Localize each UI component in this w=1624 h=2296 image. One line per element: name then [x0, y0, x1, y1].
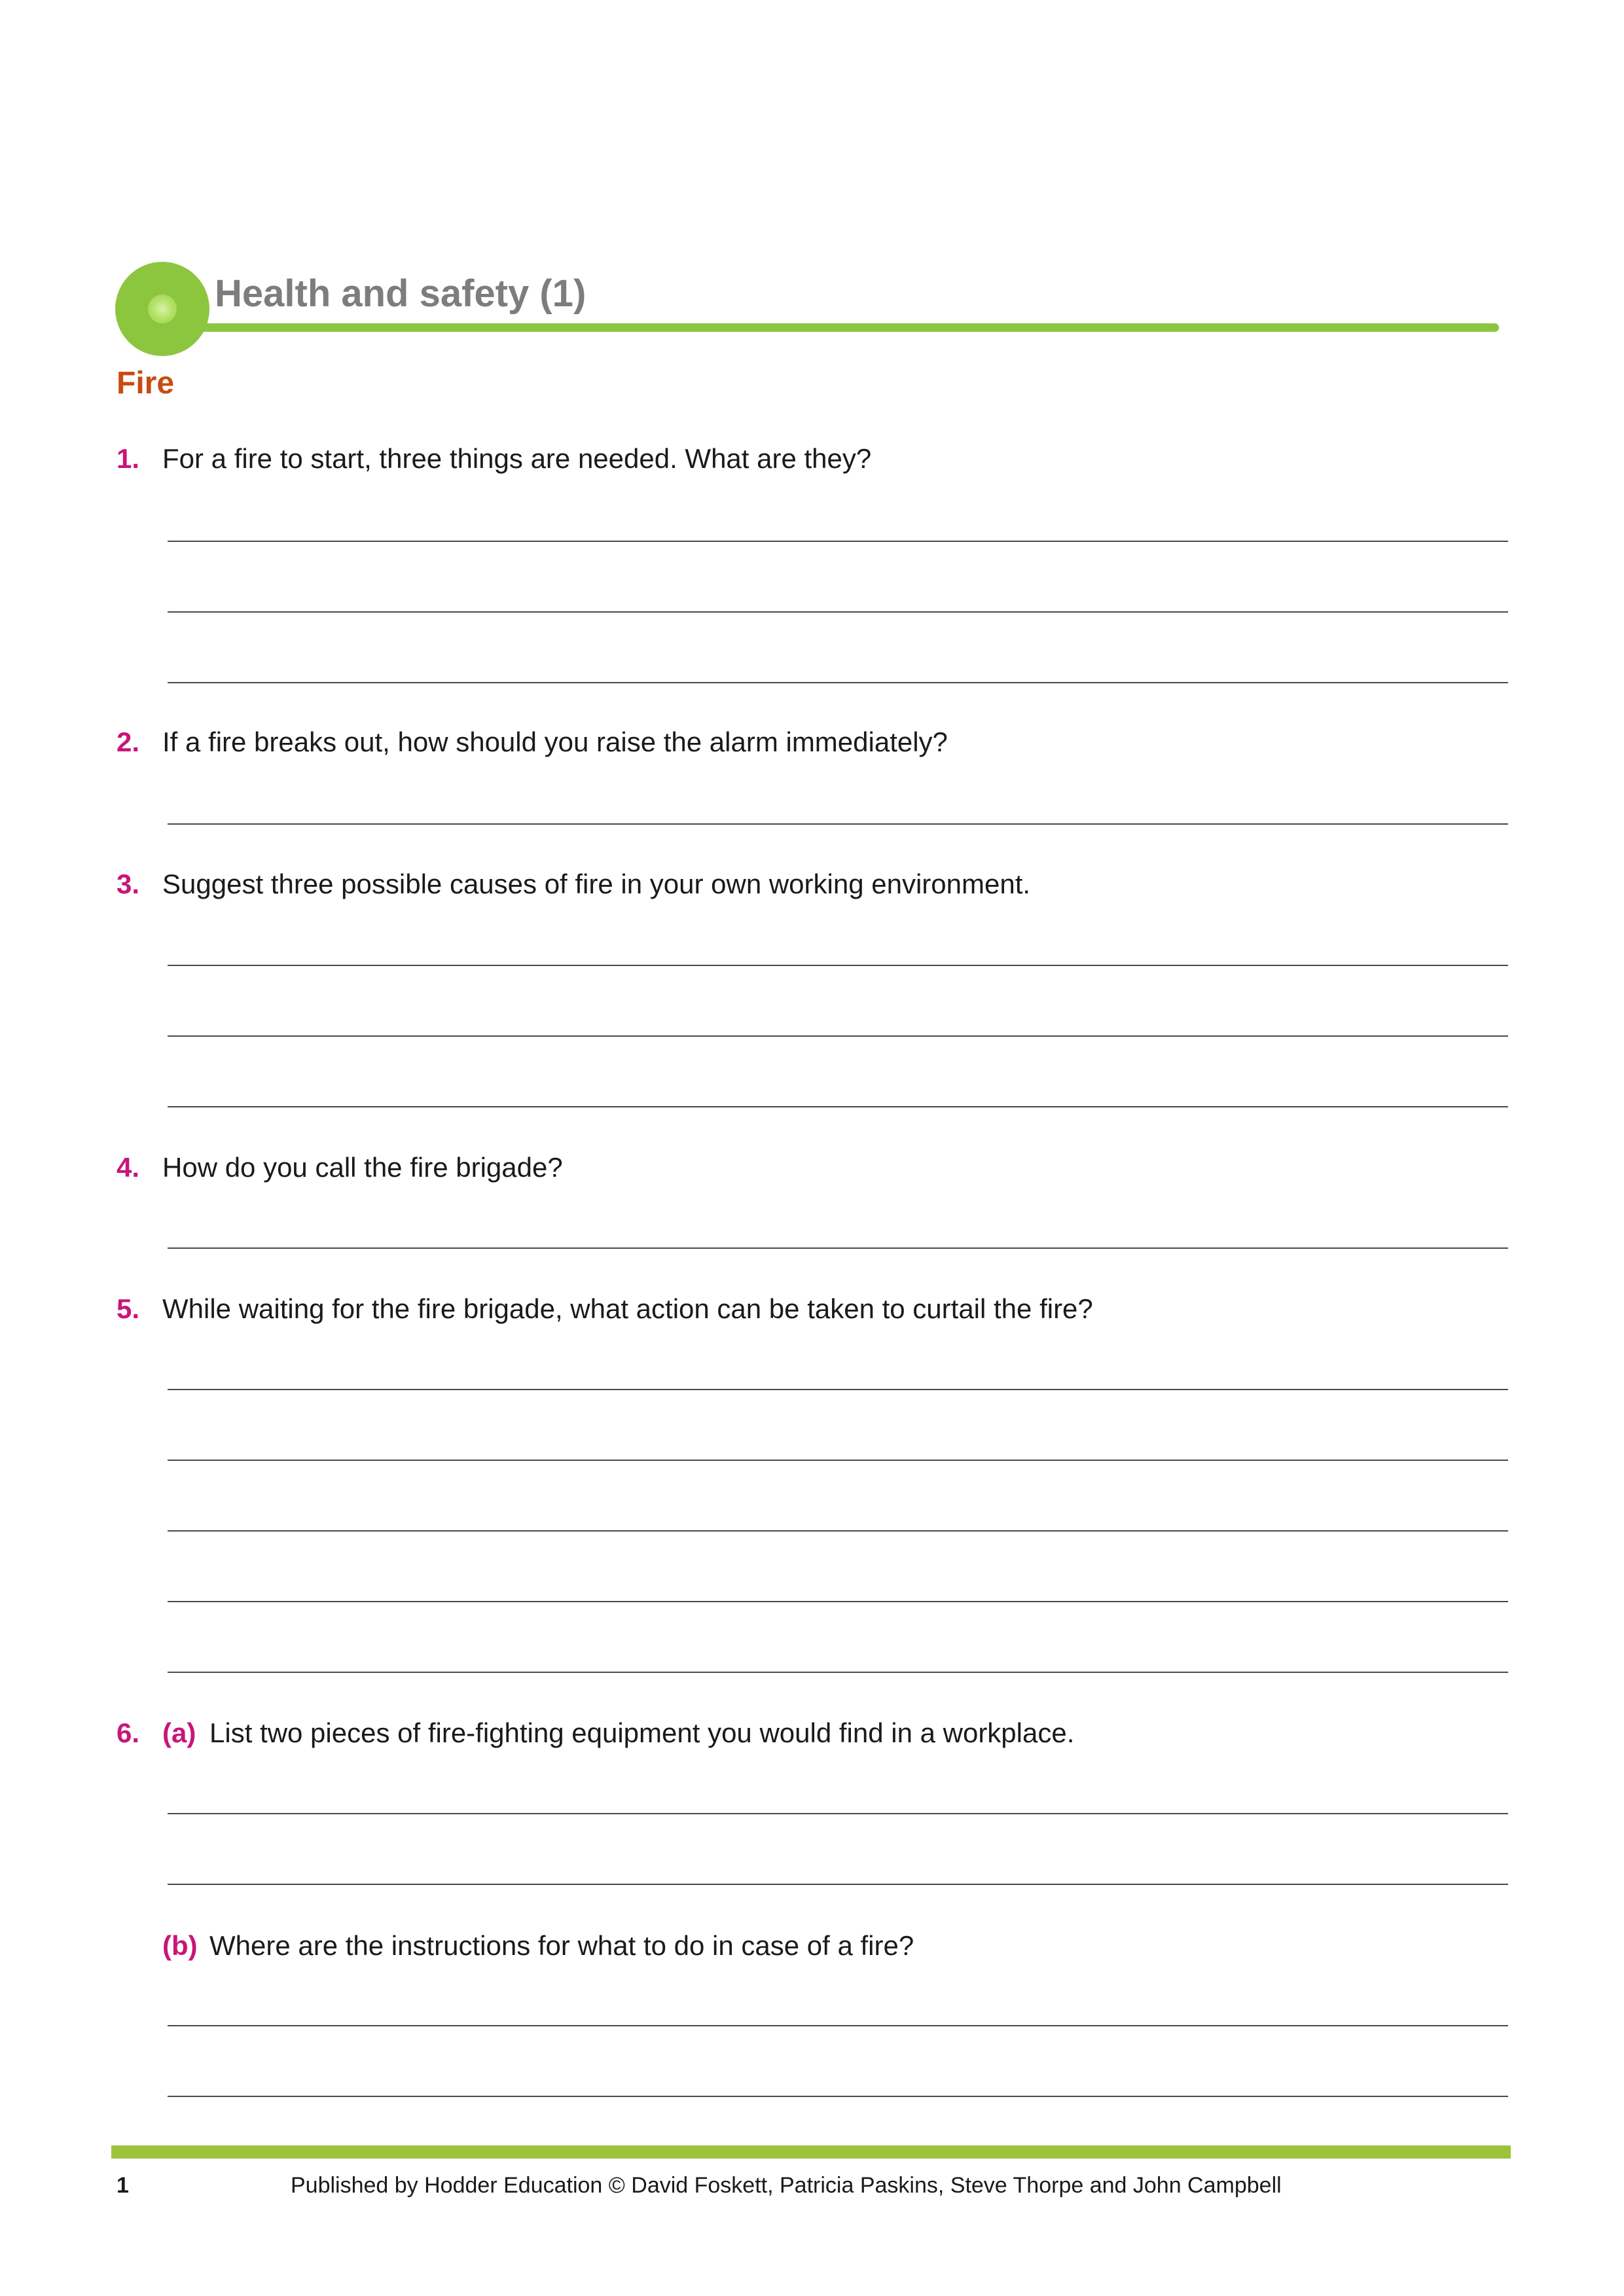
question-6b-label: (b) [162, 1930, 198, 1961]
question-6a-label: (a) [162, 1717, 196, 1748]
answer-line[interactable] [168, 1813, 1508, 1814]
answer-line[interactable] [168, 1530, 1508, 1532]
header-rule [196, 323, 1499, 332]
question-6-number: 6. [117, 1717, 140, 1748]
answer-line[interactable] [168, 2096, 1508, 2097]
question-3-number: 3. [117, 869, 140, 899]
question-2-text: If a fire breaks out, how should you raise the alarm immediately? [162, 726, 948, 757]
page-title: Health and safety (1) [215, 272, 586, 315]
section-title: Fire [117, 366, 175, 401]
header-dot-icon [148, 295, 177, 323]
answer-line[interactable] [168, 1884, 1508, 1885]
answer-line[interactable] [168, 1247, 1508, 1249]
question-5-number: 5. [117, 1293, 140, 1324]
question-4-text: How do you call the fire brigade? [162, 1152, 563, 1183]
answer-line[interactable] [168, 1035, 1508, 1037]
question-6a-text: List two pieces of fire-fighting equipment you would find in a workplace. [209, 1717, 1075, 1748]
answer-line[interactable] [168, 611, 1508, 613]
question-5-text: While waiting for the fire brigade, what action can be taken to curtail the fire? [162, 1293, 1093, 1324]
question-6b-text: Where are the instructions for what to do in case of a fire? [209, 1930, 914, 1961]
footer-copyright: Published by Hodder Education © David Foskett, Patricia Paskins, Steve Thorpe and John Campbell [291, 2173, 1282, 2198]
answer-line[interactable] [168, 1672, 1508, 1673]
answer-line[interactable] [168, 2025, 1508, 2026]
footer-bar [111, 2145, 1511, 2159]
header-circle-icon [115, 262, 209, 356]
answer-line[interactable] [168, 1460, 1508, 1461]
page-number: 1 [117, 2173, 129, 2198]
answer-line[interactable] [168, 541, 1508, 542]
answer-line[interactable] [168, 1106, 1508, 1107]
answer-line[interactable] [168, 682, 1508, 683]
question-1-number: 1. [117, 443, 140, 474]
answer-line[interactable] [168, 965, 1508, 966]
answer-line[interactable] [168, 1601, 1508, 1602]
answer-line[interactable] [168, 1389, 1508, 1390]
question-1-text: For a fire to start, three things are needed. What are they? [162, 443, 872, 474]
question-2-number: 2. [117, 726, 140, 757]
question-4-number: 4. [117, 1152, 140, 1183]
question-3-text: Suggest three possible causes of fire in your own working environment. [162, 869, 1031, 899]
answer-line[interactable] [168, 823, 1508, 825]
